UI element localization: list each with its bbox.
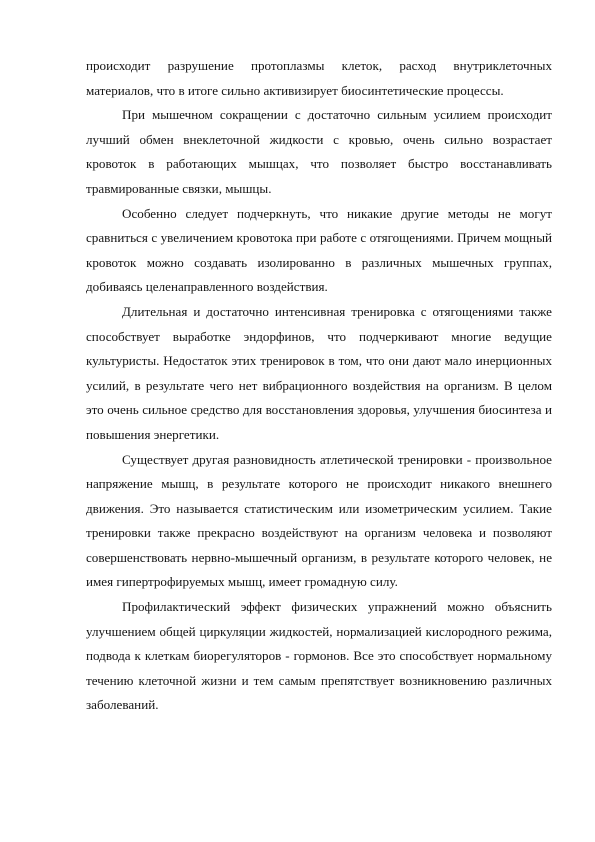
paragraph-1: происходит разрушение протоплазмы клеток, расход внутриклеточных материалов, что в итоге сильно активизирует биосинтетические процессы. (86, 58, 552, 98)
paragraph-2: При мышечном сокращении с достаточно сильным усилием происходит лучший обмен внеклеточной жидкости с кровью, очень сильно возрастает кровоток в работающих мышцах, что позволяет быстро восстанавливать травмированные связки, мышцы. (86, 107, 552, 196)
paragraph-6: Профилактический эффект физических упражнений можно объяснить улучшением общей циркуляции жидкостей, нормализацией кислородного режима, подвода к клеткам биорегуляторов - гормонов. Все это способствует нормальному течению клеточной жизни и тем самым препятствует возникновению различных заболеваний. (86, 599, 552, 713)
paragraph-4: Длительная и достаточно интенсивная тренировка с отягощениями также способствует выработке эндорфинов, что подчеркивают многие ведущие культуристы. Недостаток этих тренировок в том, что они дают мало инерционных усилий, в результате чего нет вибрационного воздействия на организм. В целом это очень сильное средство для восстановления здоровья, улучшения биосинтеза и повышения энергетики. (86, 303, 552, 442)
body-text (86, 54, 552, 718)
paragraph-3: Особенно следует подчеркнуть, что никакие другие методы не могут сравниться с увеличением кровотока при работе с отягощениями. Причем мощный кровоток можно создавать изолированно в различных мышечных группах, добиваясь целенаправленного воздействия. (86, 205, 552, 295)
paragraph-5: Существует другая разновидность атлетической тренировки - произвольное напряжение мышц, в результате которого не происходит никакого внешнего движения. Это называется статистическим или изометрическим усилием. Такие тренировки также прекрасно воздействуют на организм человека и позволяют совершенствовать нервно-мышечный организм, в результате которого человек, не имея гипертрофируемых мышц, имеет громадную силу. (86, 451, 552, 590)
